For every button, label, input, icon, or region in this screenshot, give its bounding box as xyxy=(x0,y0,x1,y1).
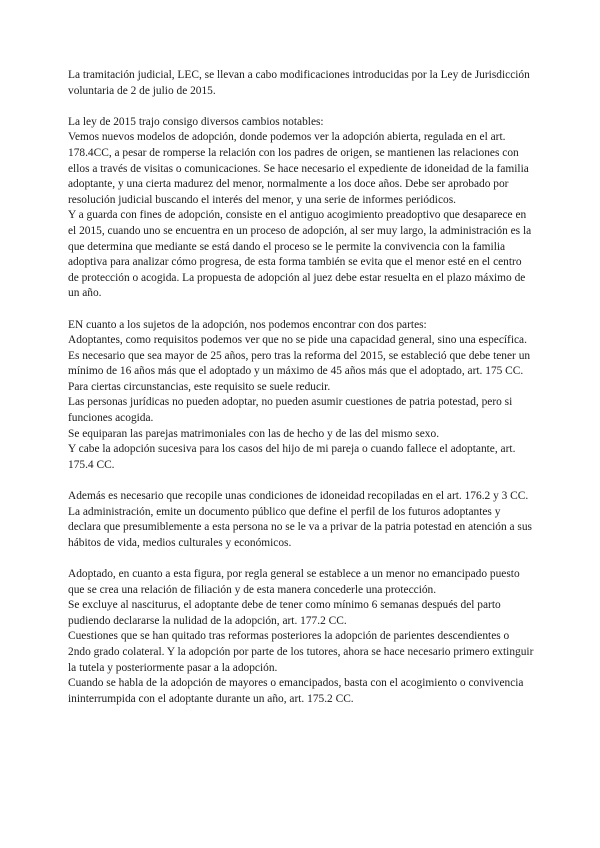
paragraph-guarda-fines-adopcion: Y a guarda con fines de adopción, consiste en el antiguo acogimiento preadoptivo que desaparece en el 2015, cuando uno se encuentra en un proceso de adopción, al ser muy largo, la administración es la que determina que mediante se está dando el proceso se le permite la convivencia con la familia adoptiva para analizar cómo progresa, de esta forma también se evita que el menor esté en el centro de protección o acogida. La propuesta de adopción al juez debe estar resuelta en el plazo máximo de un año. xyxy=(68,209,532,300)
paragraph-spacer xyxy=(68,551,534,567)
paragraph-circunstancias: Para ciertas circunstancias, este requisito se suele reducir. xyxy=(68,380,331,393)
paragraph-nasciturus: Se excluye al nasciturus, el adoptante debe de tener como mínimo 6 semanas después del parto pudiendo declararse la nulidad de la adopción, art. 177.2 CC. xyxy=(68,599,501,627)
paragraph-mayores-emancipados: Cuando se habla de la adopción de mayores o emancipados, basta con el acogimiento o convivencia ininterrumpida con el adoptante durante un año, art. 175.2 CC. xyxy=(68,677,524,705)
paragraph-spacer xyxy=(68,473,534,489)
paragraph-administracion: La administración, emite un documento público que define el perfil de los futuros adoptantes y declara que presumiblemente a esta persona no se le va a privar de la patria potestad en atención a sus hábitos de vida, medios culturales y económicos. xyxy=(68,505,532,549)
document-page xyxy=(68,68,534,707)
paragraph-personas-juridicas: Las personas jurídicas no pueden adoptar, no pueden asumir cuestiones de patria potestad, pero si funciones acogida. xyxy=(68,396,513,425)
paragraph-sujetos-intro: EN cuanto a los sujetos de la adopción, nos podemos encontrar con dos partes: xyxy=(68,318,427,331)
paragraph-spacer xyxy=(68,302,534,318)
paragraph-cuestiones-quitadas: Cuestiones que se han quitado tras reformas posteriores la adopción de parientes descendientes o 2ndo grado colateral. Y la adopción por parte de los tutores, ahora se hace necesario primero extinguir la tutela y posteriormente pasar a la adopción. xyxy=(68,630,534,674)
paragraph-spacer xyxy=(68,99,534,115)
paragraph-adoptantes: Adoptantes, como requisitos podemos ver que no se pide una capacidad general, sino una específica. Es necesario que sea mayor de 25 años, pero tras la reforma del 2015, se estableció que debe tener un mínimo de 16 años más que el adoptado y un máximo de 45 años más que el adoptado, art. 175 CC. xyxy=(68,334,531,378)
paragraph-tramitacion-judicial: La tramitación judicial, LEC, se llevan a cabo modificaciones introducidas por la Ley de Jurisdicción voluntaria de 2 de julio de 2015. xyxy=(68,69,530,97)
paragraph-adopcion-abierta: Vemos nuevos modelos de adopción, donde podemos ver la adopción abierta, regulada en el art. 178.4CC, a pesar de romperse la relación con los padres de origen, se mantienen las relaciones con ellos a través de visitas o comunicaciones. Se hace necesario el expediente de idoneidad de la familia adoptante, y una cierta madurez del menor, normalmente a los doce años. Debe ser aprobado por resolución judicial buscando el interés del menor, y una serie de informes periódicos. xyxy=(68,131,529,206)
paragraph-cambios-intro: La ley de 2015 trajo consigo diversos cambios notables: xyxy=(68,115,324,128)
paragraph-adopcion-sucesiva: Y cabe la adopción sucesiva para los casos del hijo de mi pareja o cuando fallece el adoptante, art. 175.4 CC. xyxy=(68,443,516,471)
paragraph-parejas: Se equiparan las parejas matrimoniales con las de hecho y de las del mismo sexo. xyxy=(68,427,440,440)
paragraph-adoptado: Adoptado, en cuanto a esta figura, por regla general se establece a un menor no emancipado puesto que se crea una relación de filiación y de esta manera concederle una protección. xyxy=(68,568,520,596)
paragraph-idoneidad: Además es necesario que recopile unas condiciones de idoneidad recopiladas en el art. 176.2 y 3 CC. xyxy=(68,490,529,503)
